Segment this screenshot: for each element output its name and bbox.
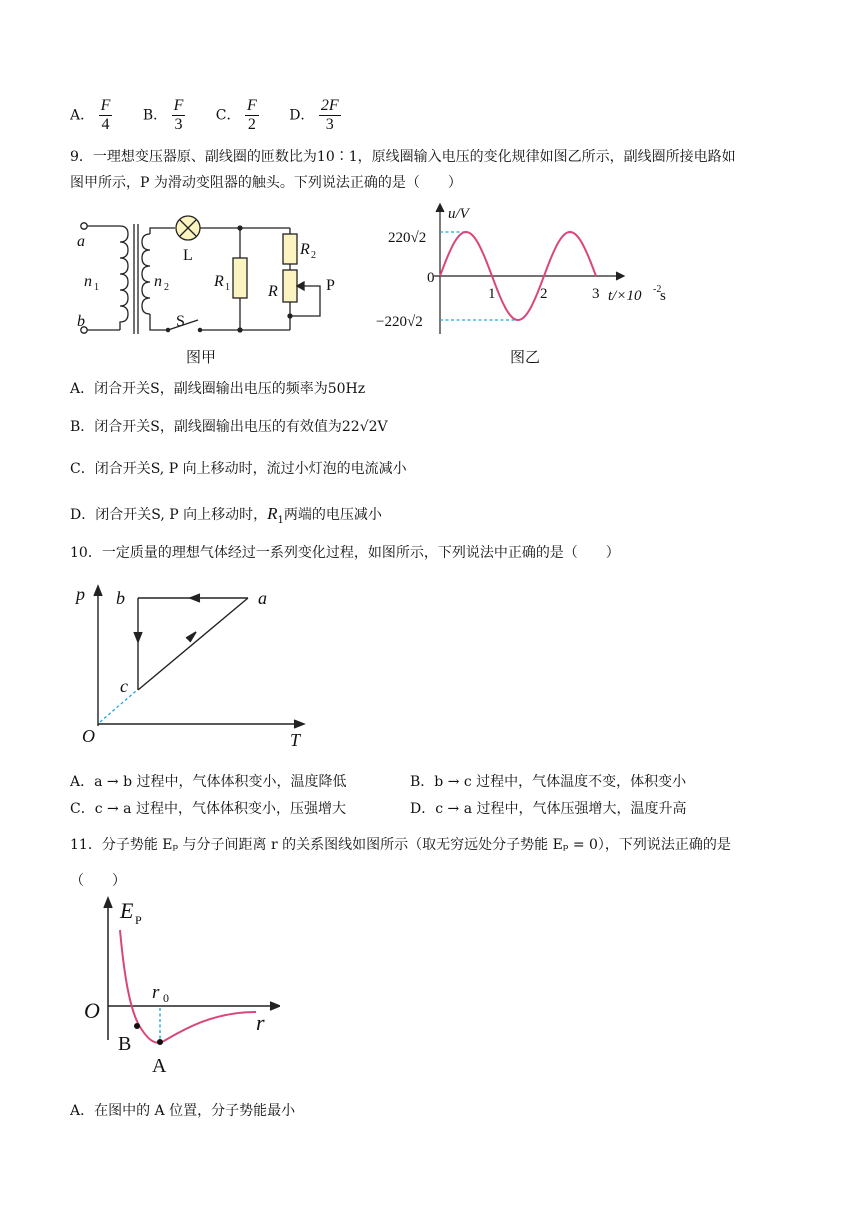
q10-pt-diagram xyxy=(72,580,312,750)
label-r2-sub: 2 xyxy=(311,250,316,261)
q9-option-c: C．闭合开关S, P 向上移动时，流过小灯泡的电流减小 xyxy=(70,461,407,477)
label-l: L xyxy=(183,247,193,264)
q9-voltage-chart xyxy=(372,202,672,342)
fraction-den: 4 xyxy=(99,115,113,134)
terminal-a xyxy=(81,223,87,229)
q9-stem-line2: 图甲所示，P 为滑动变阻器的触头。下列说法正确的是（ ） xyxy=(70,175,462,191)
label-n2: n xyxy=(154,273,162,290)
q10-option-b: B．b → c 过程中，气体温度不变，体积变小 xyxy=(410,774,687,790)
q9-stem-line1: 9．一理想变压器原、副线圈的匝数比为10∶1，原线圈输入电压的变化规律如图乙所示，副线圈所接电路如 xyxy=(70,149,736,165)
y-axis-label: u/V xyxy=(448,206,469,222)
resistor-r1 xyxy=(233,258,247,298)
label-r: R xyxy=(268,283,278,300)
q11-stem-line1: 11．分子势能 Eₚ 与分子间距离 r 的关系图线如图所示（取无穷远处分子势能 Eₚ = 0），下列说法正确的是 xyxy=(70,837,731,853)
fraction xyxy=(319,97,341,134)
label-a: A xyxy=(152,1055,167,1077)
fraction-den: 3 xyxy=(319,115,341,134)
x-tick-label: 3 xyxy=(592,286,600,302)
label-r: r xyxy=(256,1010,265,1035)
option-letter: B． xyxy=(142,107,168,124)
label-n1-sub: 1 xyxy=(94,282,99,293)
q8-option-b xyxy=(143,97,186,134)
q11-option-a: A．在图中的 A 位置，分子势能最小 xyxy=(70,1103,296,1119)
label-r0-sub: 0 xyxy=(163,991,169,1005)
q10-stem: 10．一定质量的理想气体经过一系列变化过程，如图所示，下列说法中正确的是（ ） xyxy=(70,545,620,561)
q9-fig1-caption: 图甲 xyxy=(186,348,217,366)
q9-circuit-figure xyxy=(70,206,370,368)
x-axis-label: t/×10 xyxy=(608,288,642,304)
fraction-num: F xyxy=(246,97,257,114)
fraction-den: 2 xyxy=(245,115,259,134)
label-a: a xyxy=(77,233,85,250)
label-a: a xyxy=(258,588,267,608)
fraction xyxy=(99,97,113,134)
option-d-sub: 1 xyxy=(277,514,284,526)
point-b xyxy=(134,1023,140,1029)
x-tick-label: 1 xyxy=(488,286,496,302)
label-ep: E xyxy=(120,898,134,923)
option-letter: D． xyxy=(289,107,315,124)
label-o: O xyxy=(84,998,100,1023)
q8-option-a xyxy=(70,97,112,134)
y-max-label: 220√2 xyxy=(388,230,427,246)
fraction-den: 3 xyxy=(172,115,186,134)
fraction xyxy=(172,97,186,134)
option-letter: A． xyxy=(70,107,95,124)
fraction-num: F xyxy=(173,97,184,114)
ep-curve xyxy=(120,930,256,1043)
q9-fig2-caption: 图乙 xyxy=(510,348,541,366)
label-t: T xyxy=(290,730,301,750)
slider-arrow-icon xyxy=(297,282,304,290)
rheostat-r xyxy=(283,270,297,302)
q11-stem-line2: （ ） xyxy=(70,873,126,889)
label-b: b xyxy=(77,313,85,330)
option-d-var: R xyxy=(267,504,278,523)
point-a xyxy=(157,1039,163,1045)
label-p: p xyxy=(76,584,85,604)
label-b: b xyxy=(116,588,125,608)
q9-option-d xyxy=(70,504,382,526)
q8-option-d xyxy=(289,97,340,134)
label-c: c xyxy=(120,676,128,696)
q9-option-a: A．闭合开关S，副线圈输出电压的频率为50Hz xyxy=(70,381,366,397)
x-axis-unit: s xyxy=(660,288,666,304)
q9-option-b: B．闭合开关S，副线圈输出电压的有效值为22√2V xyxy=(70,419,388,435)
label-r2: R xyxy=(300,241,310,258)
label-ep-sub: P xyxy=(135,913,142,927)
q8-options xyxy=(70,97,367,134)
label-r1: R xyxy=(214,273,224,290)
label-p: P xyxy=(326,277,335,294)
fraction-num: F xyxy=(100,97,111,114)
fraction-num: 2F xyxy=(320,97,339,114)
q10-option-d: D．c → a 过程中，气体压强增大，温度升高 xyxy=(410,801,687,817)
label-n2-sub: 2 xyxy=(164,282,169,293)
dashed-extension xyxy=(100,691,136,722)
label-r0: r xyxy=(152,982,160,1003)
y-min-label: −220√2 xyxy=(376,314,423,330)
label-o: O xyxy=(82,726,95,746)
secondary-coil xyxy=(142,234,150,314)
origin-label: 0 xyxy=(427,270,435,286)
label-b: B xyxy=(118,1033,132,1055)
q11-ep-diagram xyxy=(80,894,280,1084)
option-d-text-end: 两端的电压减小 xyxy=(283,507,382,523)
label-s: S xyxy=(176,313,185,330)
option-letter: C． xyxy=(215,107,241,124)
x-tick-label: 2 xyxy=(540,286,548,302)
primary-coil xyxy=(120,226,128,330)
q10-option-c: C．c → a 过程中，气体体积变小，压强增大 xyxy=(70,801,346,817)
x-axis-exp: -2 xyxy=(653,284,662,295)
label-n1: n xyxy=(84,273,92,290)
option-d-text: D．闭合开关S, P 向上移动时， xyxy=(70,507,268,523)
resistor-r2 xyxy=(283,234,297,264)
q8-option-c xyxy=(216,97,259,134)
q10-option-a: A．a → b 过程中，气体体积变小，温度降低 xyxy=(70,774,347,790)
fraction xyxy=(245,97,259,134)
process-ca xyxy=(138,598,248,690)
label-r1-sub: 1 xyxy=(225,282,230,293)
